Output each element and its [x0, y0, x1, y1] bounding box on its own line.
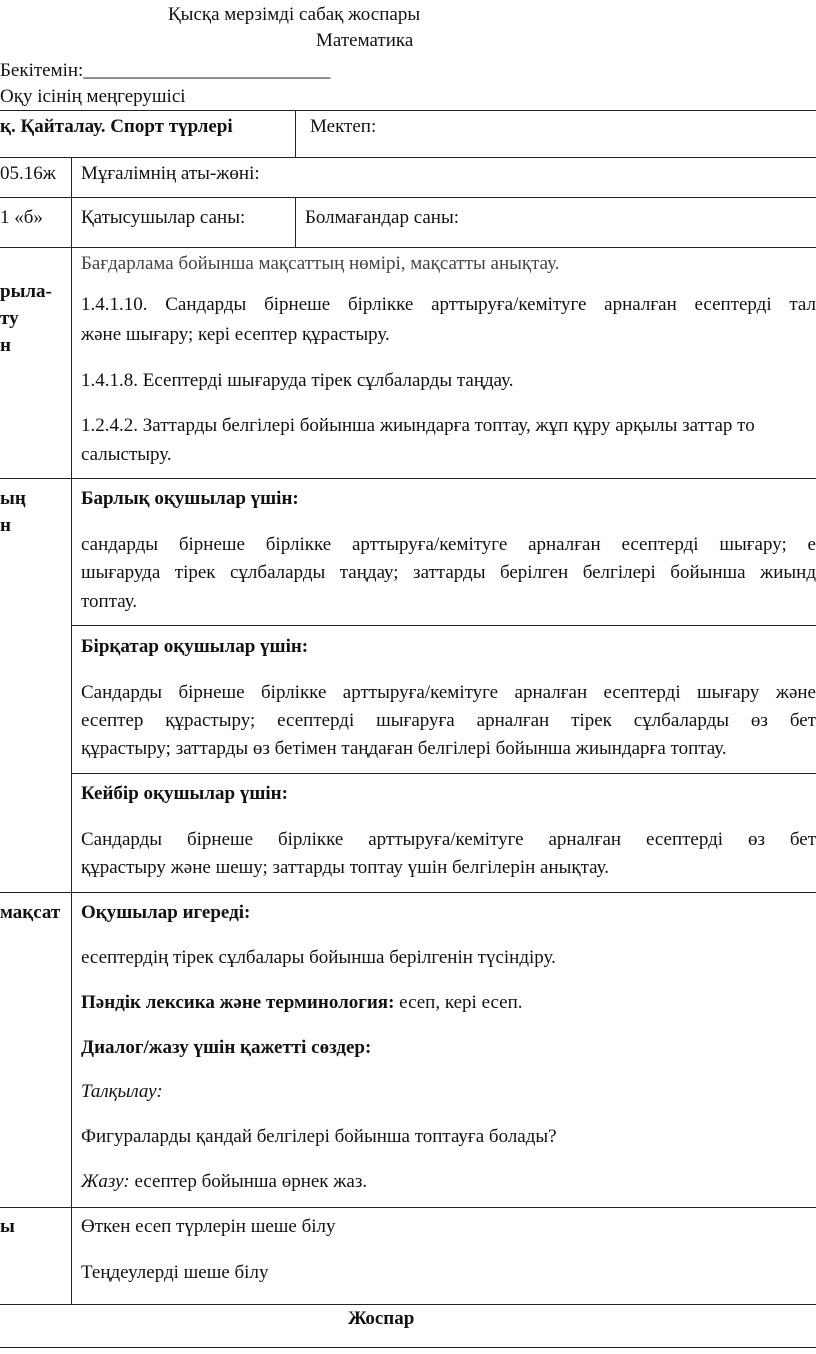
- discuss-label: Талқылау:: [81, 1081, 163, 1102]
- goal-1-line-1: 1.4.1.10. Сандарды бірнеше бірлікке арттыруға/кемітуге арналған есептерді тал: [81, 294, 816, 315]
- write-text: есептер бойынша өрнек жаз.: [129, 1171, 368, 1192]
- question-text: Фигураларды қандай белгілері бойынша топтауға болады?: [81, 1126, 557, 1147]
- school-label: Мектеп:: [310, 116, 377, 137]
- write-line: [81, 1171, 367, 1193]
- row-divider: [0, 1304, 816, 1305]
- objectives-row-label: н: [0, 515, 11, 536]
- objectives-row-label: ың: [0, 488, 26, 509]
- goal-2: 1.4.1.8. Есептерді шығаруда тірек сұлбаларды таңдау.: [81, 370, 514, 391]
- approver-title: Оқу ісінің меңгерушісі: [0, 86, 186, 107]
- many-students-line-2: есептер құрастыру; есептерді шығаруға арналған тірек сұлбаларды өз бет: [81, 710, 816, 731]
- lesson-date: 05.16ж: [0, 163, 56, 184]
- all-students-line-2: шығаруда тірек сұлбаларды таңдау; заттарды берілген белгілері бойынша жиынд: [81, 562, 816, 583]
- column-divider: [295, 110, 296, 157]
- table-bottom-border: [0, 1347, 816, 1348]
- row-divider: [0, 1207, 816, 1208]
- goals-row-label: н: [0, 335, 11, 356]
- vocabulary-text: есеп, кері есеп.: [394, 992, 523, 1013]
- language-row-label: мақсат: [0, 902, 61, 923]
- goal-1-line-2: және шығару; кері есептер құрастыру.: [81, 324, 390, 345]
- row-divider: [0, 892, 816, 893]
- goals-row-label: ту: [0, 308, 19, 329]
- goal-3-line-2: салыстыру.: [81, 444, 172, 465]
- vocabulary-line: [81, 992, 523, 1014]
- dialog-title: Диалог/жазу үшін қажетті сөздер:: [81, 1037, 372, 1058]
- write-label: Жазу:: [81, 1171, 130, 1192]
- row-divider: [0, 157, 816, 158]
- many-students-line-3: құрастыру; заттарды өз бетімен таңдаған белгілері бойынша жиындарға топтау.: [81, 738, 727, 759]
- absent-label: Болмағандар саны:: [305, 207, 460, 228]
- some-students-line-2: құрастыру және шешу; заттарды топтау үшін белгілерін анықтау.: [81, 857, 609, 878]
- many-students-line-1: Сандарды бірнеше бірлікке арттыруға/кемітуге арналған есептерді шығару және: [81, 682, 816, 703]
- sub-row-divider: [71, 625, 816, 626]
- previous-row-label: ы: [0, 1216, 15, 1237]
- previous-item-2: Теңдеулерді шеше білу: [81, 1262, 269, 1283]
- previous-item-1: Өткен есеп түрлерін шеше білу: [81, 1216, 336, 1237]
- row-divider: [0, 197, 816, 198]
- sub-row-divider: [71, 773, 816, 774]
- column-divider: [71, 157, 72, 1304]
- plan-title: Жоспар: [348, 1308, 415, 1329]
- subject-title: Математика: [316, 30, 414, 51]
- learn-text: есептердің тірек сұлбалары бойынша берілгенін түсіндіру.: [81, 947, 556, 968]
- learn-title: Оқушылар игереді:: [81, 902, 251, 923]
- goals-row-label: рыла-: [0, 281, 52, 302]
- row-divider: [0, 247, 816, 248]
- present-label: Қатысушылар саны:: [81, 207, 246, 228]
- all-students-line-3: топтау.: [81, 591, 138, 612]
- some-students-title: Кейбір оқушылар үшін:: [81, 783, 288, 804]
- lesson-topic: қ. Қайталау. Спорт түрлері: [0, 116, 233, 137]
- column-divider: [295, 197, 296, 247]
- approve-label: Бекітемін:__________________________: [0, 60, 331, 81]
- teacher-label: Мұғалімнің аты-жөні:: [81, 163, 260, 184]
- many-students-title: Бірқатар оқушылар үшін:: [81, 636, 309, 657]
- goal-3-line-1: 1.2.4.2. Заттарды белгілері бойынша жиындарға топтау, жұп құру арқылы заттар то: [81, 415, 755, 436]
- all-students-title: Барлық оқушылар үшін:: [81, 488, 299, 509]
- table-top-border: [0, 110, 816, 111]
- program-intro: Бағдарлама бойынша мақсаттың нөмірі, мақсатты анықтау.: [81, 253, 560, 274]
- vocabulary-title: Пәндік лексика және терминология:: [81, 992, 395, 1013]
- document-title: Қысқа мерзімді сабақ жоспары: [168, 4, 421, 25]
- class-name: 1 «б»: [0, 207, 43, 228]
- all-students-line-1: сандарды бірнеше бірлікке арттыруға/кемітуге арналған есептерді шығару; е: [81, 534, 816, 555]
- row-divider: [0, 478, 816, 479]
- some-students-line-1: Сандарды бірнеше бірлікке арттыруға/кемітуге арналған есептерді өз бет: [81, 829, 816, 850]
